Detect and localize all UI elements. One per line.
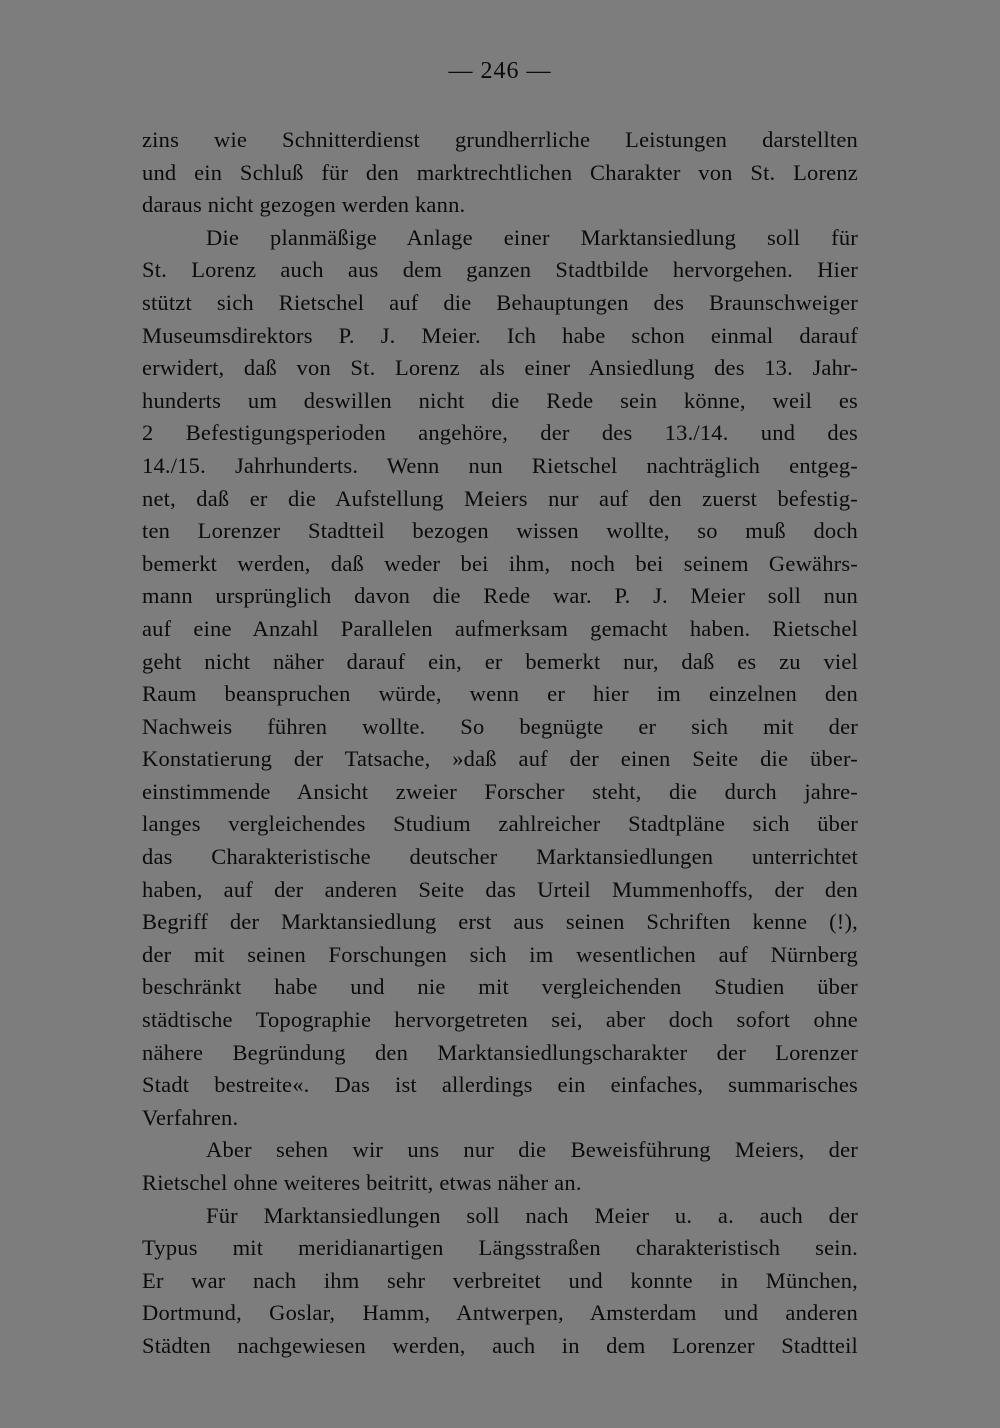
- text-line: Museumsdirektors P. J. Meier. Ich habe schon einmal darauf: [142, 322, 858, 348]
- text-line: Rietschel ohne weiteres beitritt, etwas näher an.: [142, 1170, 582, 1195]
- text-line: erwidert, daß von St. Lorenz als einer Ansiedlung des 13. Jahr-: [142, 355, 858, 381]
- text-line: Aber sehen wir uns nur die Beweisführung Meiers, der: [206, 1137, 858, 1163]
- text-line: bemerkt werden, daß weder bei ihm, noch bei seinem Gewährs-: [142, 550, 858, 576]
- text-line: Städten nachgewiesen werden, auch in dem Lorenzer Stadtteil: [142, 1332, 858, 1358]
- text-line: mann ursprünglich davon die Rede war. P. J. Meier soll nun: [142, 583, 858, 609]
- text-line: stützt sich Rietschel auf die Behauptungen des Braunschweiger: [142, 289, 858, 315]
- text-line: Begriff der Marktansiedlung erst aus seinen Schriften kenne (!),: [142, 909, 858, 935]
- text-line: zins wie Schnitterdienst grundherrliche Leistungen darstellten: [142, 127, 858, 152]
- text-line: Typus mit meridianartigen Längsstraßen charakteristisch sein.: [142, 1235, 858, 1261]
- text-line: net, daß er die Aufstellung Meiers nur auf den zuerst befestig-: [142, 485, 858, 511]
- text-line: Konstatierung der Tatsache, »daß auf der einen Seite die über-: [142, 746, 858, 772]
- text-line: St. Lorenz auch aus dem ganzen Stadtbilde hervorgehen. Hier: [142, 257, 858, 283]
- text-line: ten Lorenzer Stadtteil bezogen wissen wollte, so muß doch: [142, 518, 858, 544]
- text-line: 2 Befestigungsperioden angehöre, der des 13./14. und des: [142, 420, 858, 446]
- text-line: langes vergleichendes Studium zahlreicher Stadtpläne sich über: [142, 811, 858, 837]
- text-line: geht nicht näher darauf ein, er bemerkt nur, daß es zu viel: [142, 648, 858, 674]
- text-line: Dortmund, Goslar, Hamm, Antwerpen, Amsterdam und anderen: [142, 1300, 858, 1326]
- text-line: hunderts um deswillen nicht die Rede sein könne, weil es: [142, 387, 858, 413]
- text-line: 14./15. Jahrhunderts. Wenn nun Rietschel nachträglich entgeg-: [142, 452, 858, 478]
- text-line: beschränkt habe und nie mit vergleichenden Studien über: [142, 974, 858, 1000]
- text-line: das Charakteristische deutscher Marktansiedlungen unterrichtet: [142, 844, 858, 870]
- text-line: Verfahren.: [142, 1104, 239, 1130]
- text-line: nähere Begründung den Marktansiedlungscharakter der Lorenzer: [142, 1039, 858, 1065]
- page-number: — 246 —: [448, 58, 552, 84]
- text-line: Raum beanspruchen würde, wenn er hier im einzelnen den: [142, 681, 858, 707]
- text-line: städtische Topographie hervorgetreten sei, aber doch sofort ohne: [142, 1007, 858, 1033]
- text-line: und ein Schluß für den marktrechtlichen Charakter von St. Lorenz: [142, 159, 858, 185]
- text-line: daraus nicht gezogen werden kann.: [142, 192, 466, 218]
- text-line: Für Marktansiedlungen soll nach Meier u. a. auch der: [206, 1202, 858, 1228]
- text-line: haben, auf der anderen Seite das Urteil Mummenhoffs, der den: [142, 876, 858, 902]
- text-line: Stadt bestreite«. Das ist allerdings ein einfaches, summarisches: [142, 1072, 858, 1098]
- text-line: Er war nach ihm sehr verbreitet und konnte in München,: [142, 1267, 858, 1293]
- body-text: [142, 124, 858, 1363]
- text-line: auf eine Anzahl Parallelen aufmerksam gemacht haben. Rietschel: [142, 615, 858, 641]
- text-line: der mit seinen Forschungen sich im wesentlichen auf Nürnberg: [142, 941, 858, 967]
- text-line: Nachweis führen wollte. So begnügte er sich mit der: [142, 713, 858, 739]
- text-line: einstimmende Ansicht zweier Forscher steht, die durch jahre-: [142, 778, 858, 804]
- text-line: Die planmäßige Anlage einer Marktansiedlung soll für: [206, 224, 858, 250]
